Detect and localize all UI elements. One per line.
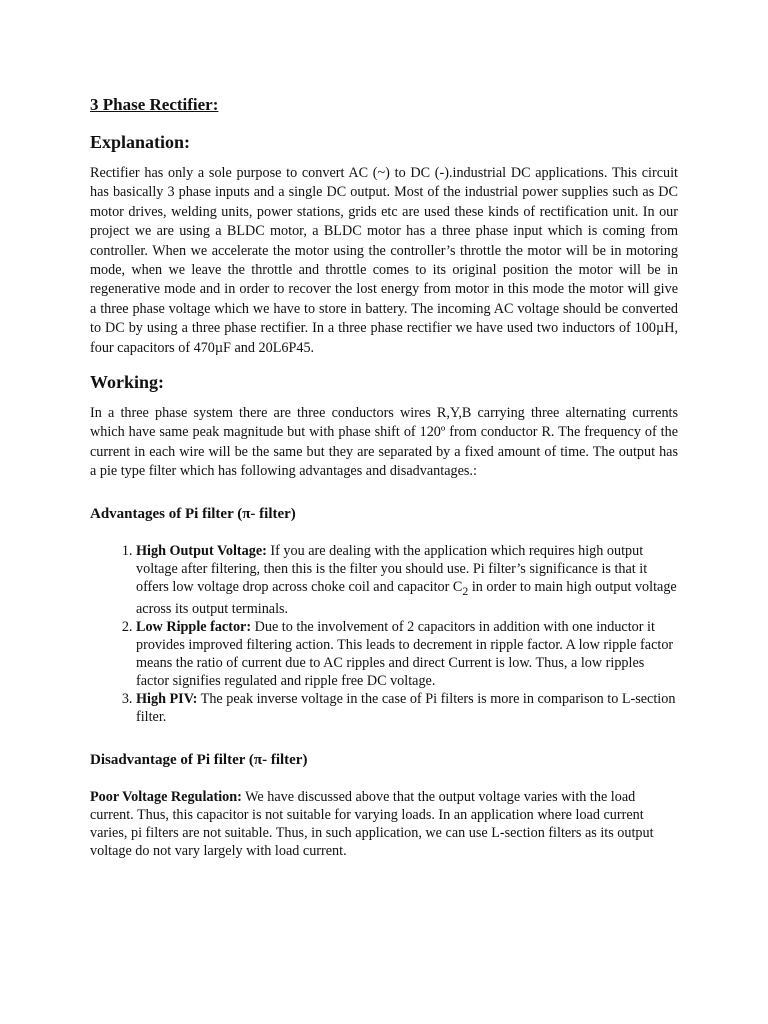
list-item xyxy=(136,542,678,618)
disadvantage-heading: Disadvantage of Pi filter (π- filter) xyxy=(90,751,308,768)
advantage-label: High Output Voltage: xyxy=(136,542,267,559)
advantage-label: High PIV: xyxy=(136,690,198,707)
list-item xyxy=(136,690,678,726)
advantage-text: Due to the involvement of 2 capacitors in addition with one inductor it provides improved filtering action. This leads to decrement in ripple factor. A low ripple factor means the ratio of current due to AC ripples and direct Current is low. Thus, a low ripples factor signifies regulated and ripple free DC voltage. xyxy=(136,618,674,689)
disadvantage-paragraph xyxy=(90,788,678,860)
advantage-text-cont: in order to main high output voltage across its output terminals. xyxy=(136,578,677,617)
disadvantage-label: Poor Voltage Regulation: xyxy=(90,788,242,805)
working-paragraph: In a three phase system there are three conductors wires R,Y,B carrying three alternating currents which have same peak magnitude but with phase shift of 120º from conductor R. The frequency of the current in each wire will be the same but they are separated by a fixed amount of time. The output has a pie type filter which has following advantages and disadvantages.: xyxy=(90,405,678,480)
explanation-paragraph: Rectifier has only a sole purpose to convert AC (~) to DC (-).industrial DC applications. This circuit has basically 3 phase inputs and a single DC output. Most of the industrial power supplies such as DC motor drives, welding units, power stations, grids etc are used these kinds of rectification unit. In our project we are using a BLDC motor, a BLDC motor has a three phase input which is coming from controller. When we accelerate the motor using the controller’s throttle the motor will be in motoring mode, when we leave the throttle and throttle comes to its original position the motor will be in regenerative mode and in order to recover the lost energy from motor in this mode the motor will give a three phase voltage which we have to store in battery. The incoming AC voltage should be converted to DC by using a three phase rectifier. In a three phase rectifier we have used two inductors of 100µH, four capacitors of 470µF and 20L6P45. xyxy=(90,165,678,356)
advantage-text: The peak inverse voltage in the case of Pi filters is more in comparison to L-section filter. xyxy=(136,690,676,725)
working-heading: Working: xyxy=(90,372,165,393)
advantage-text: If you are dealing with the application which requires high output voltage after filtering, then this is the filter you should use. Pi filter’s significance is that it offers low voltage drop across choke coil and capacitor C xyxy=(136,542,648,595)
document-title: 3 Phase Rectifier: xyxy=(90,95,219,114)
advantages-heading: Advantages of Pi filter (π- filter) xyxy=(90,505,296,522)
advantages-list xyxy=(90,542,678,726)
list-item xyxy=(136,618,678,690)
advantage-label: Low Ripple factor: xyxy=(136,618,252,635)
explanation-heading: Explanation: xyxy=(90,132,191,152)
document-page xyxy=(90,94,678,872)
subscript: 2 xyxy=(462,583,469,598)
disadvantage-text: We have discussed above that the output voltage varies with the load current. Thus, this capacitor is not suitable for varying loads. In an application where load current varies, pi filters are not suitable. Thus, in such application, we can use L-section filters as its output voltage do not vary largely with load current. xyxy=(90,788,654,859)
